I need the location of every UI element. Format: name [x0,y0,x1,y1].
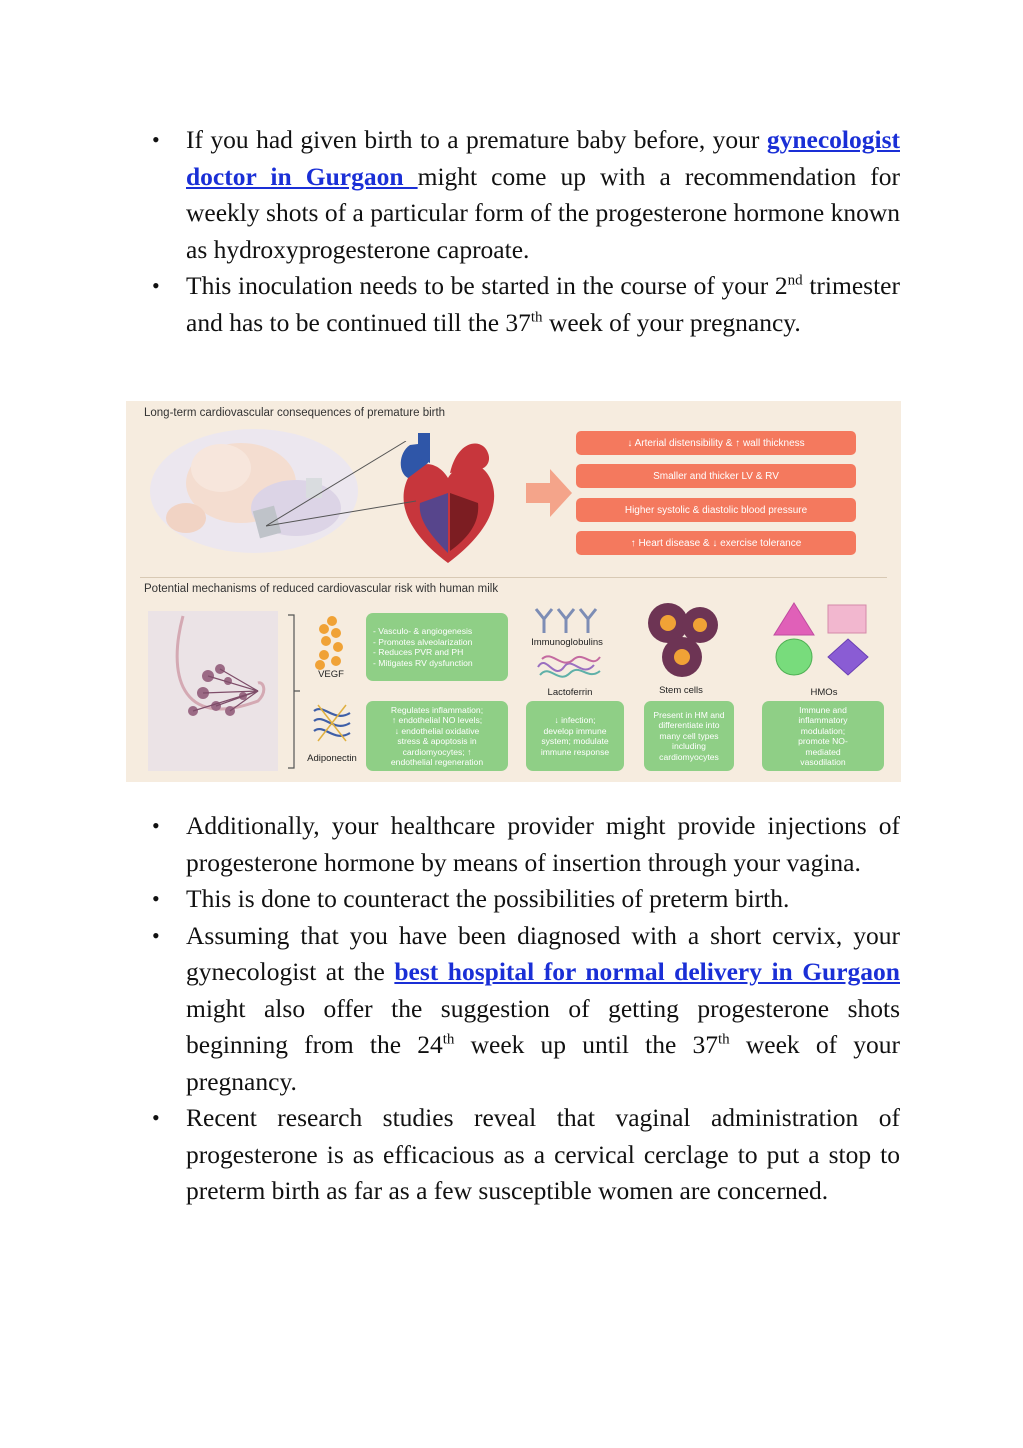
bullet-text: If you had given birth to a premature baby before, your [186,125,767,154]
bullet-text: Additionally, your healthcare provider might provide injections of progesterone hormone by means of insertion through your vagina. [186,811,900,877]
consequence-pill-3: Higher systolic & diastolic blood pressure [576,498,856,522]
bullet-list-top [150,122,900,341]
figure-heading-top: Long-term cardiovascular consequences of premature birth [144,407,446,419]
vegf-molecule-icon [310,615,354,671]
immunoglobulin-icon [534,605,598,635]
cardiovascular-figure [126,401,901,782]
hyperlink[interactable]: best hospital for normal delivery in Gurgaon [394,957,900,986]
vegf-label: VEGF [318,669,344,680]
stem-cells-icon [644,599,720,681]
figure-heading-bottom: Potential mechanisms of reduced cardiovascular risk with human milk [144,583,499,595]
superscript: th [718,1031,730,1048]
bullet-list-bottom [150,808,900,1210]
bullet-text: might also offer the suggestion of getting progesterone shots beginning from the 24 [186,993,900,1059]
hmo-shapes-icon [772,601,872,679]
superscript: nd [787,272,803,289]
bullet-item [150,268,900,341]
hyperlink[interactable]: gynecologist doctor in Gurgaon [186,125,900,191]
lactoferrin-label: Lactoferrin [547,687,593,698]
bracket-icon [286,613,302,773]
stem-cells-label: Stem cells [659,685,703,696]
bullet-item [150,881,900,918]
adiponectin-molecule-icon [310,701,354,745]
bullet-text: trimester and has to be continued till the 37 [186,271,900,337]
adiponectin-box: Regulates inflammation; ↑ endothelial NO levels; ↓ endothelial oxidative stress & apoptosis in cardiomyocytes; ↑ endothelial regeneration [366,701,508,771]
connector-lines [266,441,426,531]
consequence-pill-1: ↓ Arterial distensibility & ↑ wall thickness [576,431,856,455]
bullet-text: This inoculation needs to be started in the course of your 2 [186,271,788,300]
superscript: th [442,1031,455,1048]
bullet-text: This is done to counteract the possibilities of preterm birth. [186,884,790,913]
immunoglobulins-label: Immunoglobulins [531,637,603,648]
arrow-icon [526,469,572,517]
immune-box: ↓ infection; develop immune system; modulate immune response [526,701,624,771]
bullet-text: week up until the 37 [454,1030,718,1059]
bullet-item [150,1100,900,1210]
stem-cells-box: Present in HM and differentiate into many cell types including cardiomyocytes [644,701,734,771]
consequence-pill-2: Smaller and thicker LV & RV [576,464,856,488]
bullet-item [150,808,900,881]
vegf-box: - Vasculo- & angiogenesis - Promotes alveolarization - Reduces PVR and PH - Mitigates RV dysfunction [366,613,508,681]
bullet-text: Assuming that you have been diagnosed with a short cervix, your gynecologist at the [186,920,900,986]
hmo-box: Immune and inflammatory modulation; promote NO- mediated vasodilation [762,701,884,771]
lactoferrin-icon [534,649,604,685]
bullet-text: week of your pregnancy. [542,307,801,337]
bullet-item [150,122,900,268]
breast-illustration [148,611,278,771]
adiponectin-label: Adiponectin [307,753,357,764]
bullet-item [150,918,900,1101]
consequence-pill-4: ↑ Heart disease & ↓ exercise tolerance [576,531,856,555]
hmo-label: HMOs [810,687,838,698]
bullet-text: Recent research studies reveal that vaginal administration of progesterone is as efficacious as a cervical cerclage to put a stop to preterm birth as far as a few susceptible women are concerned. [186,1103,900,1205]
figure-divider [140,577,887,578]
bullet-text: might come up with a recommendation for weekly shots of a particular form of the progesterone hormone known as hydroxyprogesterone caproate. [186,161,901,264]
bullet-text: week of your pregnancy. [186,1030,900,1096]
superscript: th [530,309,543,325]
